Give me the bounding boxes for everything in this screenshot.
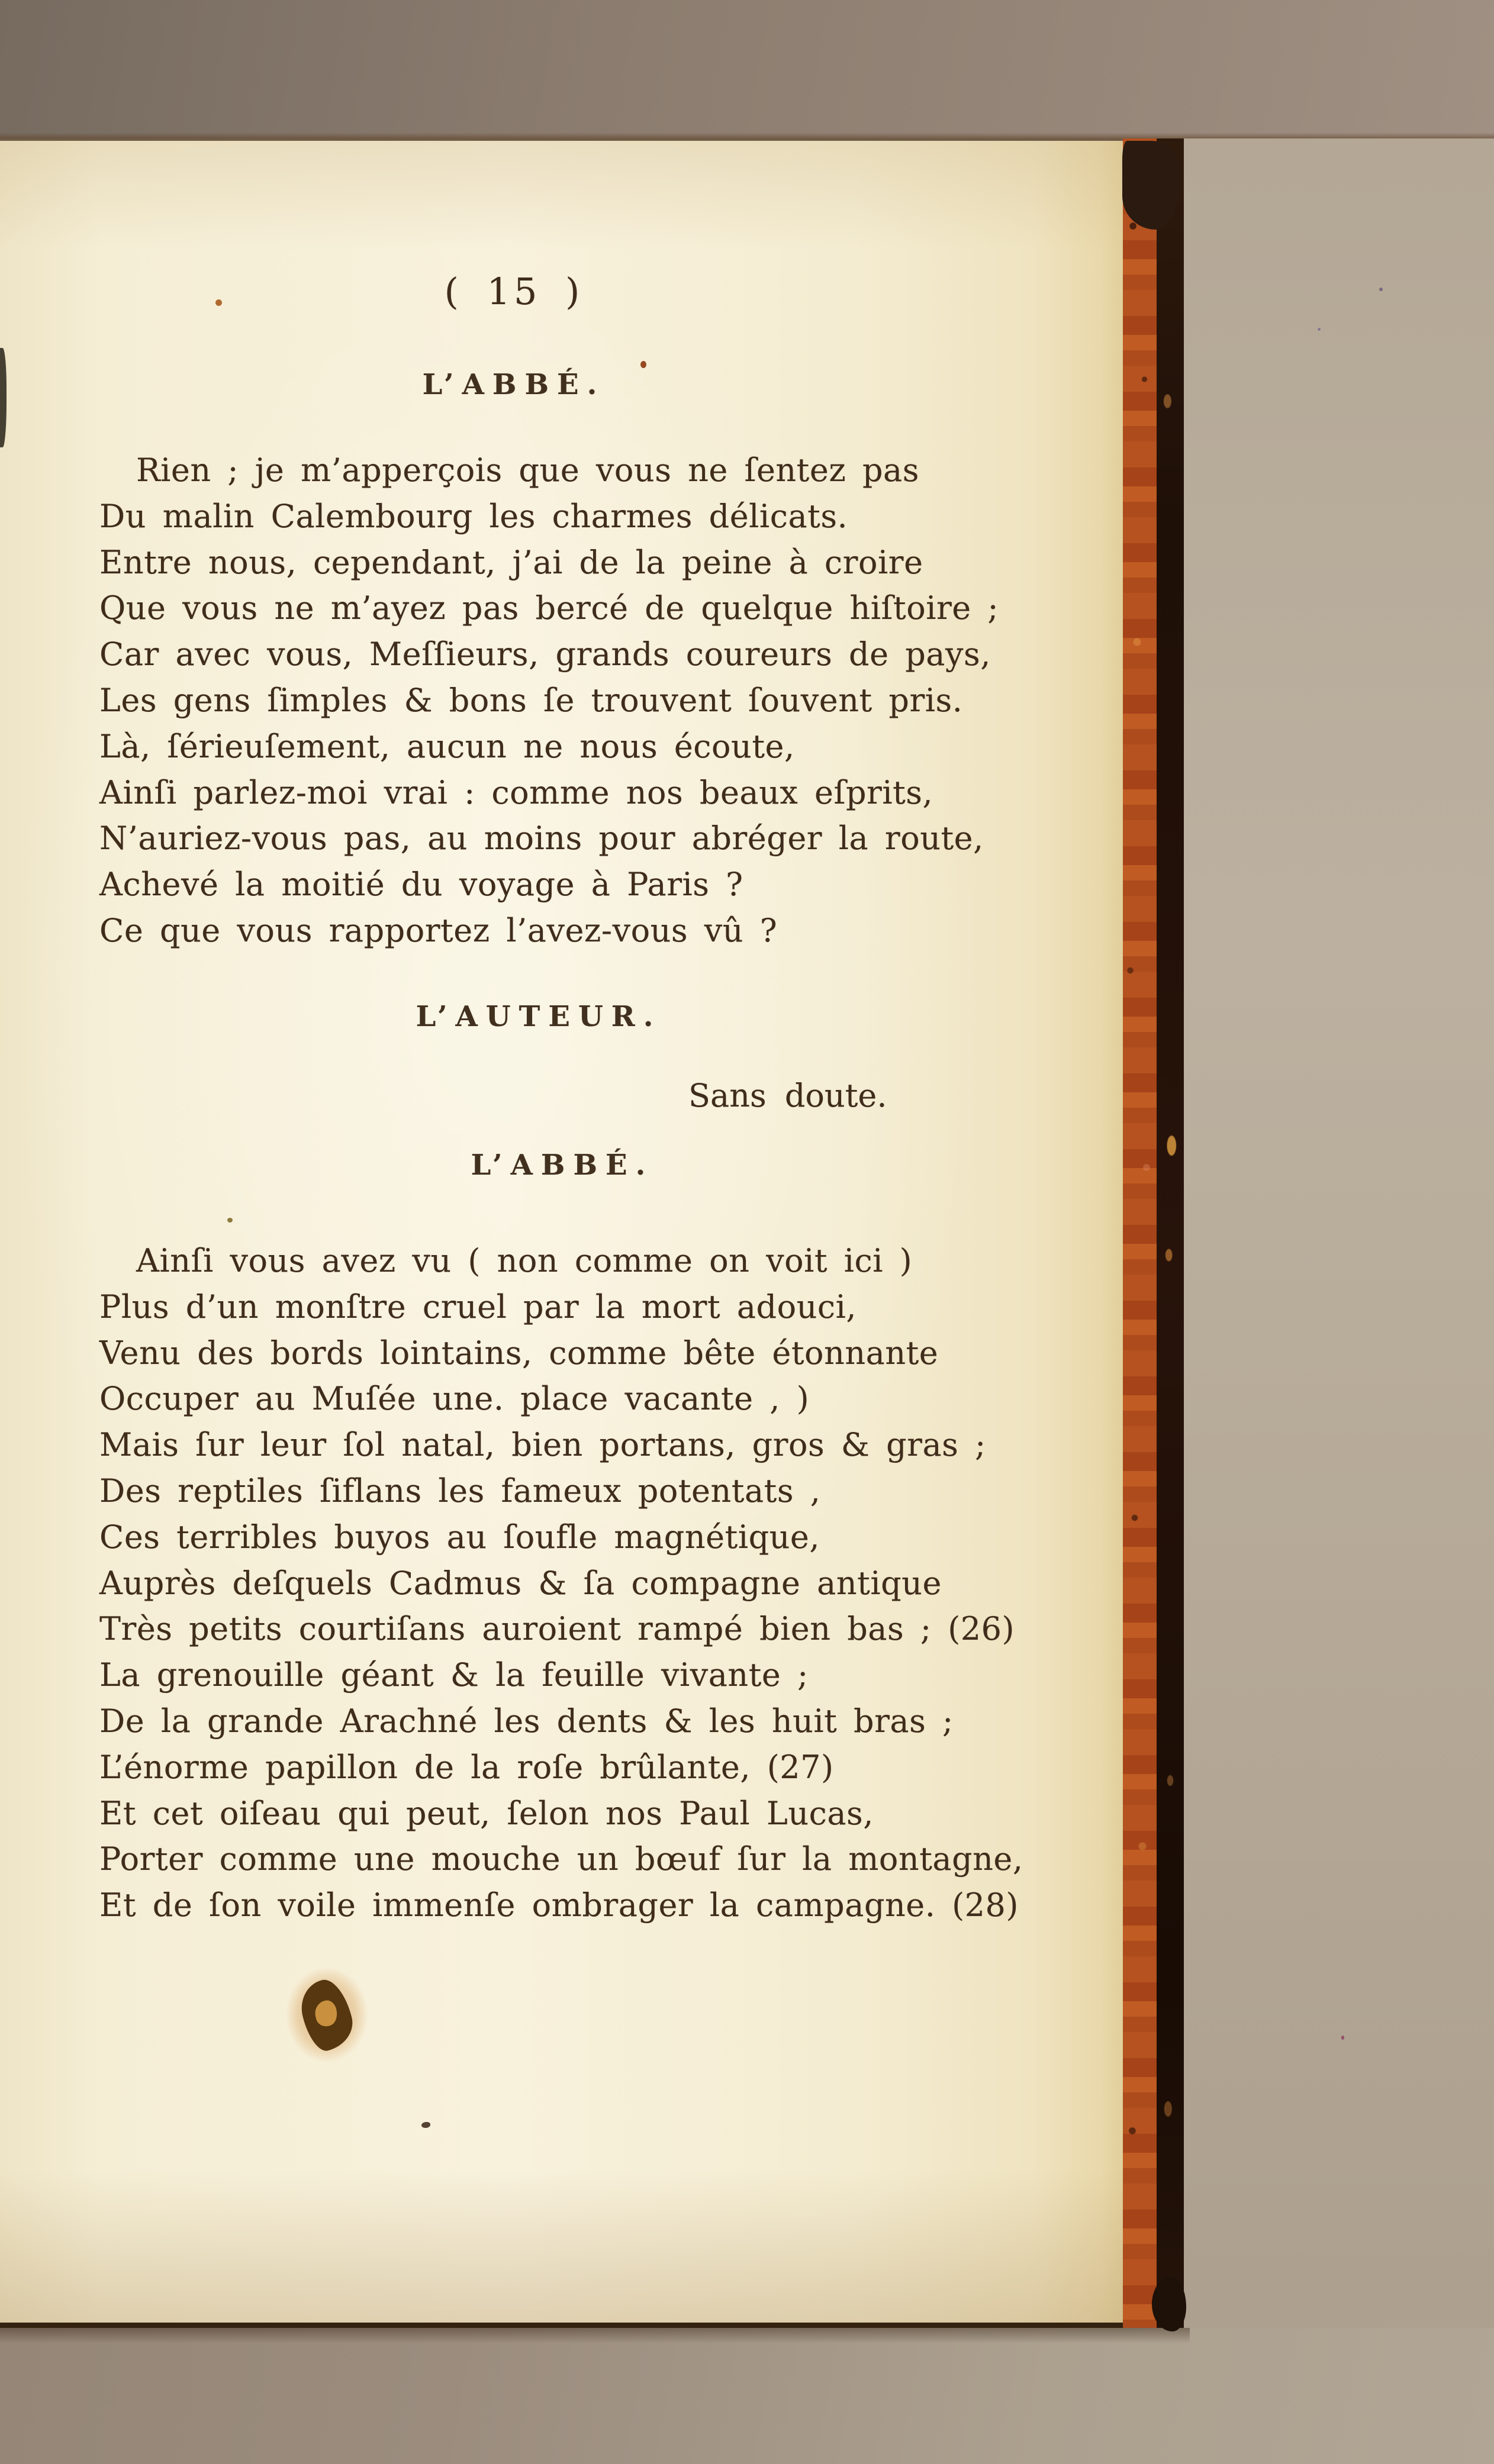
verse-line: Car avec vous, Meſſieurs, grands coureurs de pays, bbox=[99, 636, 991, 673]
verse-line: Que vous ne m’ayez pas bercé de quelque hiſtoire ; bbox=[99, 589, 999, 627]
backdrop-bottom bbox=[0, 2328, 1494, 2464]
verse-line: L’énorme papillon de la roſe brûlante, (27) bbox=[99, 1748, 834, 1786]
verse-line: Entre nous, cependant, j’ai de la peine à croire bbox=[99, 543, 923, 581]
verse-line: Les gens ſimples & bons ſe trouvent ſouvent pris. bbox=[99, 681, 963, 719]
verse-line: Rien ; je m’apperçois que vous ne ſentez pas bbox=[136, 451, 919, 489]
ink-blot bbox=[296, 1975, 358, 2055]
verse-block-1 bbox=[99, 447, 999, 954]
verse-line: Plus d’un monſtre cruel par la mort adouci, bbox=[99, 1288, 857, 1325]
fore-edge-top-stain bbox=[1122, 141, 1179, 230]
page-number: ( 15 ) bbox=[444, 270, 584, 313]
verse-line: De la grande Arachné les dents & les huit bras ; bbox=[99, 1702, 954, 1740]
verse-line: Ce que vous rapportez l’avez-vous vû ? bbox=[99, 911, 778, 949]
verse-line: Du malin Calembourg les charmes délicats. bbox=[99, 497, 848, 535]
verse-line: La grenouille géant & la feuille vivante ; bbox=[99, 1656, 809, 1694]
background-speck bbox=[1379, 288, 1383, 291]
background-speck bbox=[1341, 2036, 1344, 2040]
book-board-edge bbox=[1157, 138, 1184, 2328]
verse-line: N’auriez-vous pas, au moins pour abréger la route, bbox=[99, 820, 984, 857]
verse-block-2 bbox=[99, 1238, 1023, 1928]
verse-line: Là, ſérieuſement, aucun ne nous écoute, bbox=[99, 727, 795, 765]
verse-line: Et de ſon voile immenſe ombrager la campagne. (28) bbox=[99, 1886, 1019, 1924]
book-fore-edge-sprinkled bbox=[1123, 138, 1157, 2328]
verse-line: Occuper au Muſée une. place vacante , ) bbox=[99, 1380, 810, 1418]
verse-line: Venu des bords lointains, comme bête étonnante bbox=[99, 1334, 939, 1372]
verse-line: Achevé la moitié du voyage à Paris ? bbox=[99, 866, 743, 904]
speaker-heading-abbe-2: L’ABBÉ. bbox=[471, 1149, 654, 1182]
paper-speck bbox=[227, 1218, 233, 1223]
verse-line: Ainſi parlez-moi vrai : comme nos beaux eſprits, bbox=[99, 773, 933, 811]
paper-speck bbox=[421, 2122, 430, 2128]
verse-line: Et cet oiſeau qui peut, ſelon nos Paul Lucas, bbox=[99, 1794, 874, 1832]
verse-line: Des reptiles ſiflans les fameux potentats , bbox=[99, 1472, 821, 1510]
verse-line: Très petits courtiſans auroient rampé bien bas ; (26) bbox=[99, 1610, 1015, 1648]
verse-line: Mais ſur leur ſol natal, bien portans, gros & gras ; bbox=[99, 1426, 986, 1464]
page-edge-mark bbox=[0, 348, 7, 447]
paper-speck bbox=[640, 361, 646, 368]
speaker-heading-abbe-1: L’ABBÉ. bbox=[422, 368, 606, 401]
verse-line: Porter comme une mouche un bœuf ſur la montagne, bbox=[99, 1840, 1023, 1878]
verse-line: Auprès deſquels Cadmus & ſa compagne antique bbox=[99, 1564, 942, 1602]
paper-speck bbox=[215, 299, 222, 306]
speaker-heading-auteur: L’AUTEUR. bbox=[416, 1000, 662, 1033]
verse-line: Ainſi vous avez vu ( non comme on voit ici ) bbox=[136, 1242, 913, 1279]
book-page bbox=[0, 138, 1123, 2328]
background-speck bbox=[1318, 328, 1321, 331]
backdrop-top bbox=[0, 0, 1494, 138]
verse-line: Ces terribles buyos au ſoufle magnétique, bbox=[99, 1518, 820, 1556]
verse-line: Sans doute. bbox=[688, 1077, 887, 1114]
